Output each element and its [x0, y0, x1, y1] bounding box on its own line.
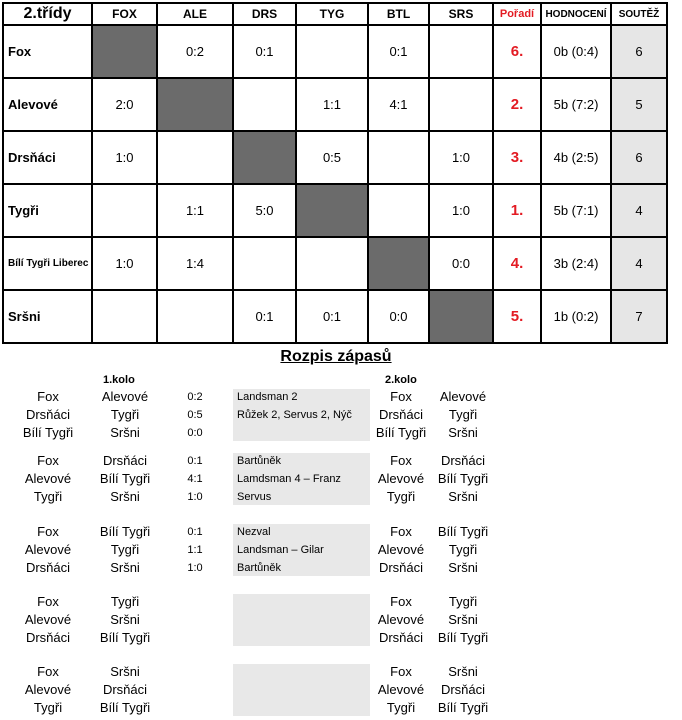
result-cell: 0:5 [296, 131, 368, 184]
match-score: 0:1 [187, 526, 203, 538]
away-team-round2: Sršni [448, 425, 478, 440]
home-team-round2: Fox [390, 453, 412, 468]
result-cell [429, 78, 493, 131]
away-team-round2: Bílí Tygři [437, 630, 489, 645]
rating-cell: 5b (7:1) [541, 184, 611, 237]
home-team: Bílí Tygři [22, 425, 74, 440]
result-cell: 0:1 [233, 25, 296, 78]
home-team: Tygři [33, 489, 63, 504]
col-header: BTL [368, 3, 429, 25]
home-team-round2: Drsňáci [378, 630, 424, 645]
result-cell: 1:0 [429, 184, 493, 237]
self-match-cell [92, 25, 157, 78]
schedule-title: Rozpis zápasů [280, 348, 392, 365]
away-team: Sršni [110, 612, 140, 627]
away-team-round2: Bílí Tygři [437, 471, 489, 486]
result-cell: 1:1 [157, 184, 233, 237]
competition-cell: 4 [611, 184, 667, 237]
rank-cell: 2. [493, 78, 541, 131]
corner-label: 2.třídy [3, 3, 92, 25]
home-team-round2: Alevové [377, 542, 425, 557]
away-team: Sršni [110, 425, 140, 440]
self-match-cell [296, 184, 368, 237]
home-team-round2: Tygři [386, 489, 416, 504]
away-team-round2: Sršni [448, 664, 478, 679]
col-header: SRS [429, 3, 493, 25]
col-header: DRS [233, 3, 296, 25]
standings-table [2, 2, 668, 344]
rating-header: HODNOCENÍ [541, 3, 611, 25]
rating-cell: 3b (2:4) [541, 237, 611, 290]
scorers-line: Landsman – Gilar [237, 544, 324, 556]
result-cell: 1:0 [429, 131, 493, 184]
match-score: 0:1 [187, 455, 203, 467]
away-team-round2: Tygři [448, 594, 478, 609]
competition-cell: 4 [611, 237, 667, 290]
col-header: FOX [92, 3, 157, 25]
home-team-round2: Bílí Tygři [375, 425, 427, 440]
rating-cell: 0b (0:4) [541, 25, 611, 78]
match-score: 4:1 [187, 473, 203, 485]
result-cell: 0:1 [368, 25, 429, 78]
home-team-round2: Drsňáci [378, 407, 424, 422]
match-score: 0:5 [187, 409, 203, 421]
rating-cell: 4b (2:5) [541, 131, 611, 184]
home-team: Drsňáci [25, 630, 71, 645]
result-cell [368, 184, 429, 237]
scorers-line: Růžek 2, Servus 2, Nýč [237, 409, 352, 421]
home-team-round2: Alevové [377, 612, 425, 627]
result-cell: 0:0 [368, 290, 429, 343]
away-team: Tygři [110, 542, 140, 557]
away-team: Bílí Tygři [99, 471, 151, 486]
result-cell [296, 25, 368, 78]
away-team: Sršni [110, 489, 140, 504]
home-team-round2: Tygři [386, 700, 416, 715]
away-team: Tygři [110, 594, 140, 609]
scorers-line: Lamdsman 4 – Franz [237, 473, 341, 485]
self-match-cell [429, 290, 493, 343]
team-name: Tygři [3, 184, 92, 237]
away-team-round2: Alevové [439, 389, 487, 404]
home-team: Fox [37, 664, 59, 679]
away-team: Bílí Tygři [99, 524, 151, 539]
home-team-round2: Fox [390, 664, 412, 679]
scorers-line: Bartůněk [237, 562, 282, 574]
match-score: 0:2 [187, 391, 203, 403]
team-name: Bílí Tygři Liberec [3, 237, 92, 290]
self-match-cell [233, 131, 296, 184]
away-team-round2: Tygři [448, 407, 478, 422]
result-cell [296, 237, 368, 290]
col-header: ALE [157, 3, 233, 25]
rank-cell: 1. [493, 184, 541, 237]
result-cell [92, 184, 157, 237]
rating-cell: 5b (7:2) [541, 78, 611, 131]
away-team-round2: Drsňáci [440, 453, 486, 468]
result-cell: 1:0 [92, 237, 157, 290]
home-team: Fox [37, 524, 59, 539]
home-team: Alevové [24, 612, 72, 627]
home-team: Tygři [33, 700, 63, 715]
home-team: Fox [37, 594, 59, 609]
scorers-line: Bartůněk [237, 455, 282, 467]
result-cell [429, 25, 493, 78]
rank-cell: 4. [493, 237, 541, 290]
rank-cell: 6. [493, 25, 541, 78]
result-cell: 1:0 [92, 131, 157, 184]
result-cell: 1:4 [157, 237, 233, 290]
away-team: Alevové [101, 389, 149, 404]
standings-row [3, 131, 667, 184]
scorers-line: Landsman 2 [237, 391, 298, 403]
competition-cell: 6 [611, 25, 667, 78]
away-team: Bílí Tygři [99, 700, 151, 715]
standings-row [3, 25, 667, 78]
scorers-line: Nezval [237, 526, 271, 538]
result-cell [157, 131, 233, 184]
home-team-round2: Fox [390, 594, 412, 609]
standings-row [3, 237, 667, 290]
home-team: Alevové [24, 682, 72, 697]
away-team-round2: Bílí Tygři [437, 524, 489, 539]
col-header: TYG [296, 3, 368, 25]
team-name: Sršni [3, 290, 92, 343]
away-team: Drsňáci [102, 682, 148, 697]
scorers-line: Servus [237, 491, 272, 503]
standings-row [3, 78, 667, 131]
home-team: Fox [37, 389, 59, 404]
self-match-cell [157, 78, 233, 131]
home-team-round2: Fox [390, 389, 412, 404]
home-team-round2: Alevové [377, 682, 425, 697]
header-row [3, 3, 667, 25]
home-team: Alevové [24, 471, 72, 486]
order-header: Pořadí [493, 3, 541, 25]
home-team: Drsňáci [25, 407, 71, 422]
rank-cell: 5. [493, 290, 541, 343]
home-team: Alevové [24, 542, 72, 557]
away-team-round2: Sršni [448, 489, 478, 504]
competition-cell: 6 [611, 131, 667, 184]
match-score: 1:1 [187, 544, 203, 556]
home-team: Fox [37, 453, 59, 468]
result-cell: 0:1 [233, 290, 296, 343]
standings-row [3, 290, 667, 343]
rank-cell: 3. [493, 131, 541, 184]
result-cell: 0:1 [296, 290, 368, 343]
self-match-cell [368, 237, 429, 290]
away-team-round2: Sršni [448, 612, 478, 627]
away-team-round2: Sršni [448, 560, 478, 575]
result-cell [233, 78, 296, 131]
competition-cell: 7 [611, 290, 667, 343]
match-score: 1:0 [187, 562, 203, 574]
result-cell: 1:1 [296, 78, 368, 131]
round2-label: 2.kolo [385, 374, 417, 386]
away-team-round2: Bílí Tygři [437, 700, 489, 715]
away-team-round2: Drsňáci [440, 682, 486, 697]
match-score: 1:0 [187, 491, 203, 503]
team-name: Drsňáci [3, 131, 92, 184]
home-team: Drsňáci [25, 560, 71, 575]
competition-header: SOUTĚŽ [611, 3, 667, 25]
result-cell: 0:2 [157, 25, 233, 78]
home-team-round2: Alevové [377, 471, 425, 486]
result-cell: 4:1 [368, 78, 429, 131]
result-cell [368, 131, 429, 184]
round1-label: 1.kolo [103, 374, 135, 386]
away-team: Bílí Tygři [99, 630, 151, 645]
standings-row [3, 184, 667, 237]
away-team: Tygři [110, 407, 140, 422]
result-cell [92, 290, 157, 343]
team-name: Alevové [3, 78, 92, 131]
result-cell: 0:0 [429, 237, 493, 290]
away-team: Sršni [110, 664, 140, 679]
result-cell [157, 290, 233, 343]
away-team-round2: Tygři [448, 542, 478, 557]
rating-cell: 1b (0:2) [541, 290, 611, 343]
match-score: 0:0 [187, 427, 203, 439]
competition-cell: 5 [611, 78, 667, 131]
result-cell: 2:0 [92, 78, 157, 131]
result-cell: 5:0 [233, 184, 296, 237]
home-team-round2: Drsňáci [378, 560, 424, 575]
result-cell [233, 237, 296, 290]
away-team: Sršni [110, 560, 140, 575]
home-team-round2: Fox [390, 524, 412, 539]
team-name: Fox [3, 25, 92, 78]
away-team: Drsňáci [102, 453, 148, 468]
